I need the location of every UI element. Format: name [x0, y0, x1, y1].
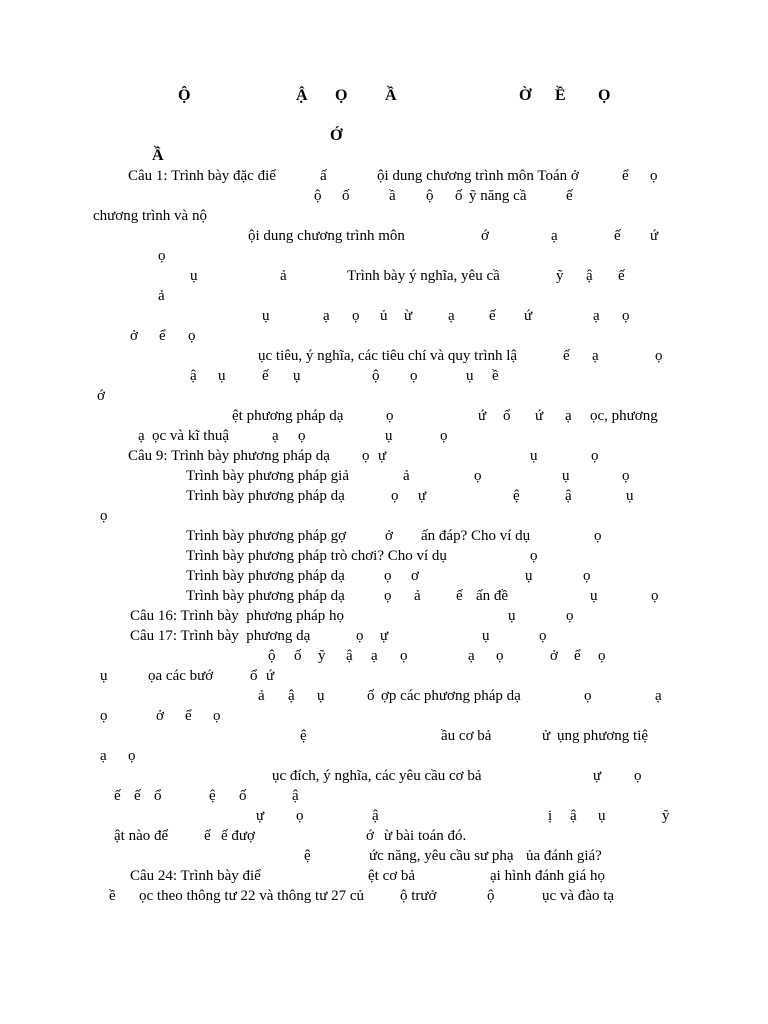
text-fragment: ụ: [317, 688, 325, 704]
text-fragment: ạ: [100, 748, 107, 764]
text-fragment: ỹ: [556, 268, 564, 284]
text-fragment: ộ: [268, 648, 276, 664]
text-fragment: ể: [622, 168, 629, 184]
text-fragment: ọ: [474, 468, 482, 484]
text-fragment: ạ: [138, 428, 145, 444]
text-fragment: ế đượ: [221, 828, 255, 844]
text-fragment: ừ: [404, 308, 413, 324]
text-fragment: ầ: [389, 188, 396, 204]
text-fragment: Trình bày phương pháp giả: [186, 468, 350, 484]
text-fragment: ọ: [352, 308, 360, 324]
text-fragment: ọ: [622, 468, 630, 484]
text-fragment: ự: [380, 628, 389, 644]
text-fragment: ứ: [535, 408, 544, 424]
title-fragment: Ọ: [598, 87, 611, 104]
text-fragment: ợp các phương pháp dạ: [381, 688, 521, 704]
text-fragment: ọ: [100, 508, 108, 524]
text-fragment: ọ: [128, 748, 136, 764]
text-fragment: ụ: [293, 368, 301, 384]
text-fragment: ọ: [384, 588, 392, 604]
text-fragment: ọ: [591, 448, 599, 464]
text-fragment: ế: [114, 788, 121, 804]
title-fragment: Ầ: [385, 87, 397, 104]
text-fragment: ự: [378, 448, 387, 464]
text-fragment: ệt cơ bả: [368, 868, 416, 884]
text-fragment: ạ: [655, 688, 662, 704]
text-fragment: ự: [593, 768, 602, 784]
title-fragment: Ề: [555, 87, 566, 104]
text-fragment: ớ: [97, 388, 105, 404]
text-fragment: Trình bày phương pháp dạ: [186, 568, 345, 584]
text-fragment: ế: [134, 788, 141, 804]
text-fragment: ộ: [314, 188, 322, 204]
text-fragment: ụ: [385, 428, 393, 444]
text-fragment: ự: [256, 808, 265, 824]
text-fragment: ế: [566, 188, 573, 204]
text-fragment: chương trình và nộ: [93, 208, 207, 224]
text-fragment: ọ: [384, 568, 392, 584]
text-fragment: ụ: [525, 568, 533, 584]
text-fragment: ọc, phương: [590, 408, 658, 424]
text-fragment: ạ: [323, 308, 330, 324]
text-fragment: ọ: [213, 708, 221, 724]
text-fragment: ọ: [598, 648, 606, 664]
text-fragment: ị: [548, 808, 553, 824]
text-fragment: ọ: [158, 248, 166, 264]
text-fragment: ế: [489, 308, 496, 324]
text-fragment: ổ: [154, 788, 162, 804]
text-fragment: ả: [414, 588, 421, 604]
text-fragment: ệ: [513, 488, 520, 504]
text-fragment: Trình bày phương pháp dạ: [186, 588, 345, 604]
text-fragment: ấn đề: [476, 588, 509, 604]
text-fragment: ấn đáp? Cho ví dụ: [421, 528, 531, 544]
text-fragment: ọ: [356, 628, 364, 644]
text-fragment: ậ: [190, 368, 197, 384]
text-fragment: ọ: [440, 428, 448, 444]
text-fragment: ụ: [190, 268, 198, 284]
text-fragment: ậ: [288, 688, 295, 704]
text-fragment: ội dung chương trình môn Toán ở: [377, 168, 579, 184]
text-fragment: ố: [342, 188, 350, 204]
text-fragment: ọ: [298, 428, 306, 444]
text-fragment: ậ: [586, 268, 593, 284]
text-fragment: ể: [574, 648, 581, 664]
text-fragment: ủ: [380, 308, 388, 324]
text-fragment: ọ: [655, 348, 663, 364]
section-mark: Ầ: [152, 147, 164, 164]
text-fragment: ọ: [622, 308, 630, 324]
text-fragment: ứ: [524, 308, 533, 324]
text-fragment: ự: [418, 488, 427, 504]
text-fragment: ỹ năng cầ: [469, 188, 527, 204]
text-fragment: ế: [262, 368, 269, 384]
text-fragment: ọ: [386, 408, 394, 424]
text-fragment: Trình bày phương pháp gợ: [186, 528, 347, 544]
text-fragment: Trình bày phương pháp trò chơi? Cho ví dụ: [186, 548, 447, 564]
text-fragment: ộ: [487, 888, 495, 904]
text-fragment: ụ: [598, 808, 606, 824]
text-fragment: ề: [492, 368, 499, 384]
text-fragment: ử: [542, 728, 551, 744]
text-fragment: ạ: [468, 648, 475, 664]
text-fragment: ọ: [584, 688, 592, 704]
text-fragment: ọ: [296, 808, 304, 824]
text-fragment: ụ: [262, 308, 270, 324]
text-fragment: ế: [204, 828, 211, 844]
text-fragment: ọ: [583, 568, 591, 584]
text-fragment: ọ: [566, 608, 574, 624]
text-fragment: ọ: [634, 768, 642, 784]
text-fragment: ả: [403, 468, 410, 484]
text-fragment: ỹ: [318, 648, 326, 664]
text-fragment: ở: [156, 708, 164, 724]
text-fragment: ậ: [346, 648, 353, 664]
text-fragment: ọ: [650, 168, 658, 184]
text-fragment: ọc và kĩ thuậ: [152, 428, 230, 444]
text-fragment: ộ trưở: [400, 888, 437, 904]
text-fragment: ớ: [481, 228, 489, 244]
text-fragment: Câu 9: Trình bày phương pháp dạ: [128, 448, 330, 464]
text-fragment: ổ: [250, 668, 258, 684]
text-fragment: ụ: [530, 448, 538, 464]
text-fragment: ứ: [478, 408, 487, 424]
text-fragment: ọ: [410, 368, 418, 384]
text-fragment: ạ: [565, 408, 572, 424]
text-fragment: ọa các bướ: [148, 668, 214, 684]
text-fragment: ọ: [188, 328, 196, 344]
text-fragment: ệ: [300, 728, 307, 744]
text-fragment: ậ: [570, 808, 577, 824]
text-fragment: ể: [185, 708, 192, 724]
text-fragment: ầu cơ bả: [441, 728, 492, 744]
text-fragment: ủa đánh giá?: [526, 848, 602, 864]
title-fragment: Ậ: [296, 87, 308, 104]
text-fragment: ệt phương pháp dạ: [232, 408, 344, 424]
text-fragment: ọ: [400, 648, 408, 664]
text-fragment: ụ: [482, 628, 490, 644]
title-fragment: Ộ: [178, 87, 191, 104]
text-fragment: ế: [456, 588, 463, 604]
text-fragment: ạ: [592, 348, 599, 364]
text-fragment: ở: [130, 328, 138, 344]
text-fragment: ả: [258, 688, 265, 704]
text-fragment: ội dung chương trình môn: [248, 228, 405, 244]
text-fragment: ế: [614, 228, 621, 244]
text-fragment: ậ: [565, 488, 572, 504]
text-fragment: ọ: [530, 548, 538, 564]
text-fragment: ứ: [650, 228, 659, 244]
text-fragment: ả: [158, 288, 165, 304]
text-fragment: ệ: [304, 848, 311, 864]
text-fragment: Trình bày phương pháp dạ: [186, 488, 345, 504]
text-fragment: ố: [294, 648, 302, 664]
text-fragment: ức năng, yêu cầu sư phạ: [369, 848, 514, 864]
text-fragment: ộ: [372, 368, 380, 384]
text-fragment: ứ: [266, 668, 275, 684]
text-fragment: ụ: [466, 368, 474, 384]
text-fragment: ậ: [372, 808, 379, 824]
text-fragment: ố: [367, 688, 375, 704]
text-fragment: ục đích, ý nghĩa, các yêu cầu cơ bả: [272, 768, 482, 784]
text-fragment: ọ: [100, 708, 108, 724]
text-fragment: ọ: [539, 628, 547, 644]
text-fragment: ụng phương tiệ: [557, 728, 649, 744]
text-fragment: ấ: [320, 168, 327, 184]
text-fragment: ụ: [218, 368, 226, 384]
text-fragment: ớ: [366, 828, 374, 844]
text-fragment: ọ: [594, 528, 602, 544]
text-fragment: ụ: [626, 488, 634, 504]
text-fragment: ọ: [391, 488, 399, 504]
text-fragment: Trình bày ý nghĩa, yêu cầ: [347, 268, 500, 284]
text-fragment: ổ: [503, 408, 511, 424]
title-fragment: Ờ: [519, 87, 532, 104]
text-fragment: Câu 17: Trình bày phương dạ: [130, 628, 311, 644]
text-fragment: ậ: [292, 788, 299, 804]
text-fragment: ọ: [496, 648, 504, 664]
text-fragment: Câu 24: Trình bày điể: [130, 868, 261, 884]
text-fragment: ọ: [651, 588, 659, 604]
text-fragment: ả: [280, 268, 287, 284]
text-fragment: ụ: [100, 668, 108, 684]
text-fragment: ụ: [590, 588, 598, 604]
text-fragment: ố: [455, 188, 463, 204]
text-fragment: ạ: [448, 308, 455, 324]
title-fragment: Ọ: [335, 87, 348, 104]
text-fragment: ệ: [209, 788, 216, 804]
text-fragment: ỹ: [662, 808, 670, 824]
text-fragment: ế: [563, 348, 570, 364]
text-fragment: ộ: [426, 188, 434, 204]
text-fragment: ố: [239, 788, 247, 804]
text-fragment: ề: [109, 888, 116, 904]
text-fragment: ể: [159, 328, 166, 344]
text-fragment: ục tiêu, ý nghĩa, các tiêu chí và quy trình lậ: [258, 348, 518, 364]
text-fragment: ục và đào tạ: [542, 888, 615, 904]
text-fragment: ạ: [272, 428, 279, 444]
text-fragment: ạ: [371, 648, 378, 664]
text-fragment: ụ: [562, 468, 570, 484]
text-fragment: ại hình đánh giá họ: [490, 868, 605, 884]
text-fragment: ế: [618, 268, 625, 284]
text-fragment: Câu 1: Trình bày đặc điể: [128, 168, 276, 184]
text-fragment: ừ bài toán đó.: [384, 828, 467, 844]
text-fragment: ở: [550, 648, 558, 664]
text-fragment: ạ: [593, 308, 600, 324]
text-fragment: Câu 16: Trình bày phương pháp họ: [130, 608, 344, 624]
text-fragment: ọ: [362, 448, 370, 464]
text-fragment: ạ: [551, 228, 558, 244]
text-fragment: ở: [385, 528, 393, 544]
text-fragment: ơ: [411, 568, 419, 584]
text-fragment: ọc theo thông tư 22 và thông tư 27 củ: [139, 888, 364, 904]
text-fragment: ật nào để: [114, 828, 169, 844]
text-fragment: ụ: [508, 608, 516, 624]
subtitle: Ớ: [330, 127, 343, 144]
